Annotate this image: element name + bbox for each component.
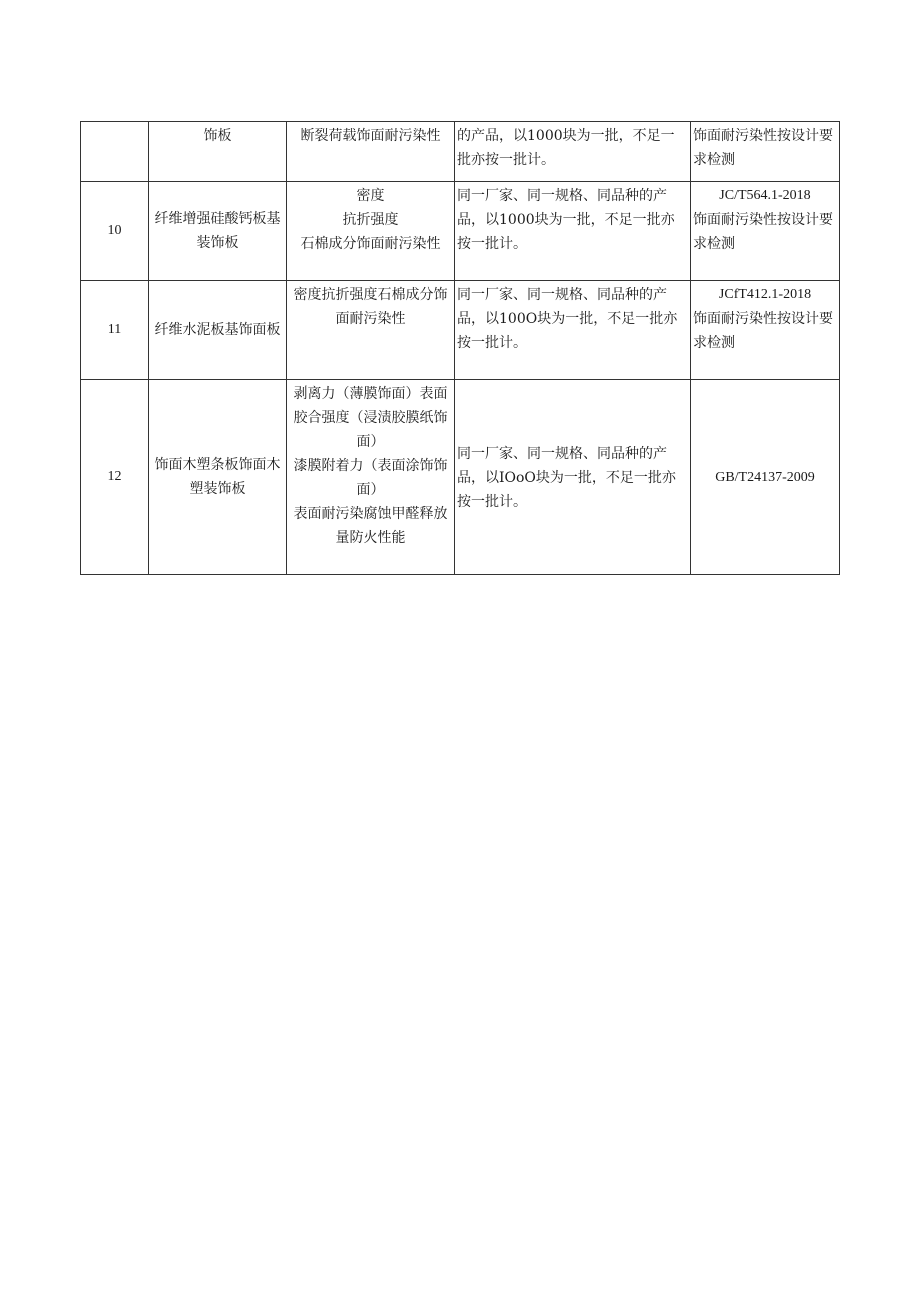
standard-note: 饰面耐污染性按设计要求检测: [693, 311, 833, 351]
lot-rule: 的产品，以1000块为一批，不足一批亦按一批计。: [455, 122, 691, 182]
test-item: 密度抗折强度石棉成分饰面耐污染性: [293, 287, 448, 327]
row-number: 11: [81, 281, 149, 380]
table-row: [81, 122, 840, 182]
test-items: [287, 281, 455, 380]
row-number: 12: [81, 380, 149, 575]
material-name: 饰板: [149, 122, 287, 182]
standard-code: JCfT412.1-2018: [718, 287, 812, 302]
standard-code: GB/T24137-2009: [715, 470, 815, 485]
row-number: 10: [81, 182, 149, 281]
test-item: 漆膜附着力（表面涂饰饰面）: [293, 458, 448, 498]
test-item: 表面耐污染腐蚀甲醛释放量防火性能: [293, 506, 448, 546]
lot-rule: 同一厂家、同一规格、同品种的产品，以100O块为一批，不足一批亦按一批计。: [455, 281, 691, 380]
table-row: [81, 182, 840, 281]
material-name: 纤维增强硅酸钙板基装饰板: [149, 182, 287, 281]
test-item: 剥离力（薄膜饰面）表面胶合强度（浸渍胶膜纸饰面）: [293, 386, 448, 450]
lot-rule: 同一厂家、同一规格、同品种的产品，以1000块为一批，不足一批亦按一批计。: [455, 182, 691, 281]
test-items: [287, 380, 455, 575]
standard-note: 饰面耐污染性按设计要求检测: [693, 128, 833, 168]
test-items: [287, 122, 455, 182]
test-item: 石棉成分饰面耐污染性: [300, 236, 441, 252]
standard-cell: [691, 380, 840, 575]
lot-rule: 同一厂家、同一规格、同品种的产品，以IOoO块为一批，不足一批亦按一批计。: [455, 380, 691, 575]
standard-cell: [691, 281, 840, 380]
standard-cell: [691, 122, 840, 182]
table-row: [81, 281, 840, 380]
material-name: 饰面木塑条板饰面木塑装饰板: [149, 380, 287, 575]
test-items: [287, 182, 455, 281]
test-item: 密度: [356, 188, 385, 204]
test-item: 断裂荷载饰面耐污染性: [300, 128, 441, 144]
material-name: 纤维水泥板基饰面板: [149, 281, 287, 380]
standard-cell: [691, 182, 840, 281]
standard-note: 饰面耐污染性按设计要求检测: [693, 212, 833, 252]
inspection-table: [80, 121, 840, 575]
row-number: [81, 122, 149, 182]
test-item: 抗折强度: [342, 212, 399, 228]
table-row: [81, 380, 840, 575]
standard-code: JC/T564.1-2018: [719, 188, 811, 203]
